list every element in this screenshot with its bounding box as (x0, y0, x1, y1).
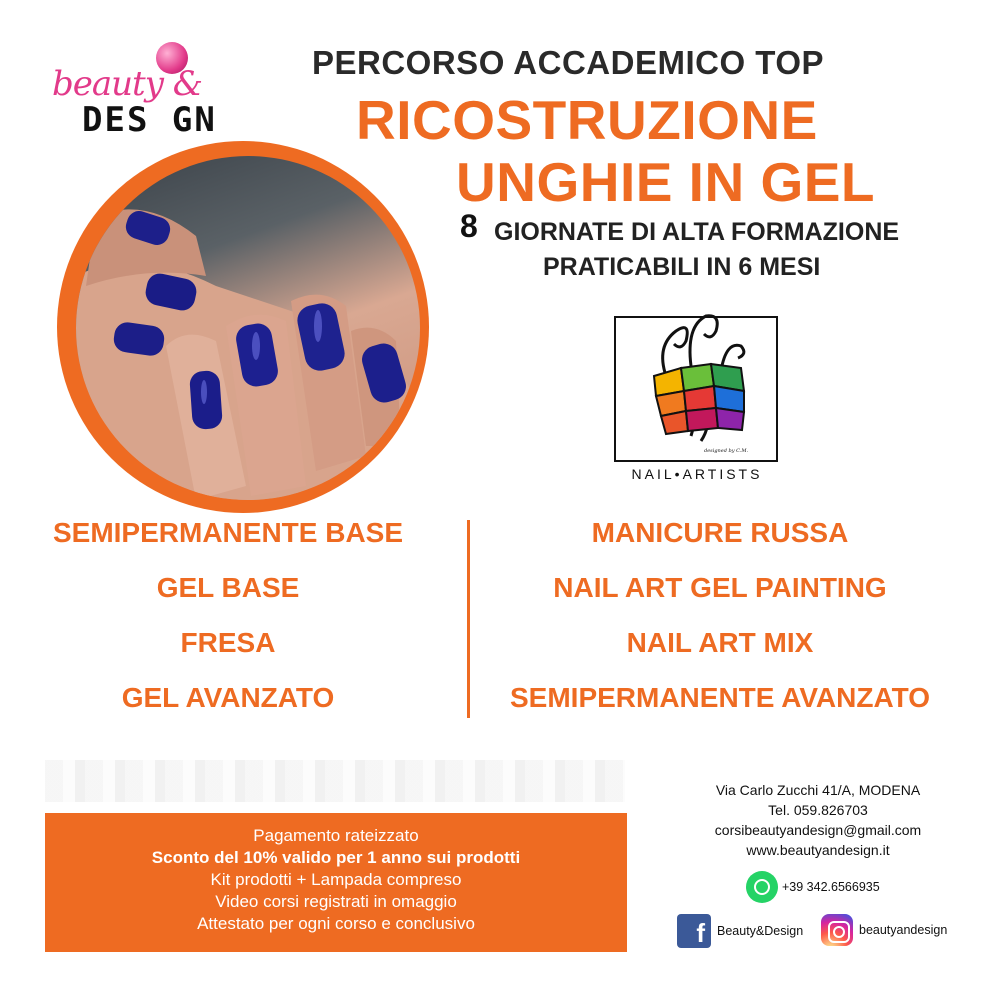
course-item: GEL AVANZATO (121, 682, 335, 713)
whatsapp-contact[interactable] (746, 871, 880, 903)
offer-box (45, 813, 627, 952)
faded-banner (45, 760, 625, 802)
phone: Tel. 059.826703 (768, 802, 868, 818)
courses-right-list (505, 518, 935, 738)
address: Via Carlo Zucchi 41/A, MODENA (715, 782, 921, 798)
facebook-link[interactable] (677, 914, 803, 948)
offer-line: Kit prodotti + Lampada compreso (210, 870, 462, 889)
hand-illustration (76, 156, 420, 500)
instagram-link[interactable] (821, 914, 947, 946)
partner-logo-art (636, 306, 756, 456)
course-item: SEMIPERMANENTE BASE (52, 517, 404, 548)
logo-text-top: beauty & (52, 64, 202, 104)
course-item: NAIL ART GEL PAINTING (553, 572, 887, 603)
facebook-name: Beauty&Design (717, 924, 804, 938)
course-subtitle: PERCORSO ACCADEMICO TOP (312, 44, 825, 81)
days-duration: PRATICABILI IN 6 MESI (543, 253, 821, 281)
logo-text-bottom: DES GN (82, 100, 217, 140)
days-number: 8 (460, 208, 478, 244)
nails-photo (76, 156, 420, 500)
offer-line: Attestato per ogni corso e conclusivo (197, 914, 475, 933)
course-title-line2: UNGHIE IN GEL (456, 151, 876, 213)
whatsapp-number: +39 342.6566935 (782, 880, 880, 894)
course-item: SEMIPERMANENTE AVANZATO (509, 682, 930, 713)
instagram-name: beautyandesign (859, 923, 948, 937)
days-description: GIORNATE DI ALTA FORMAZIONE (494, 218, 900, 246)
course-item: NAIL ART MIX (626, 627, 814, 658)
offer-line: Video corsi registrati in omaggio (215, 892, 457, 911)
course-title-line1: RICOSTRUZIONE (356, 89, 818, 151)
course-item: GEL BASE (156, 572, 300, 603)
email-link[interactable]: corsibeautyandesign@gmail.com (714, 822, 922, 838)
offer-line-discount: Sconto del 10% valido per 1 anno sui prodotti (151, 848, 521, 867)
facebook-icon: f (677, 914, 711, 948)
partner-logo-text: NAIL•ARTISTS (631, 466, 763, 482)
instagram-icon (821, 914, 853, 946)
partner-logo-signature: designed by C.M. (704, 448, 749, 454)
whatsapp-icon (746, 871, 778, 903)
course-item: FRESA (180, 627, 276, 658)
course-item: MANICURE RUSSA (591, 517, 849, 548)
brand-logo (44, 42, 244, 142)
offer-line: Pagamento rateizzato (253, 826, 419, 845)
courses-left-list (13, 518, 443, 738)
contact-block (688, 780, 948, 860)
website-link[interactable]: www.beautyandesign.it (746, 842, 890, 858)
column-divider (467, 520, 470, 718)
